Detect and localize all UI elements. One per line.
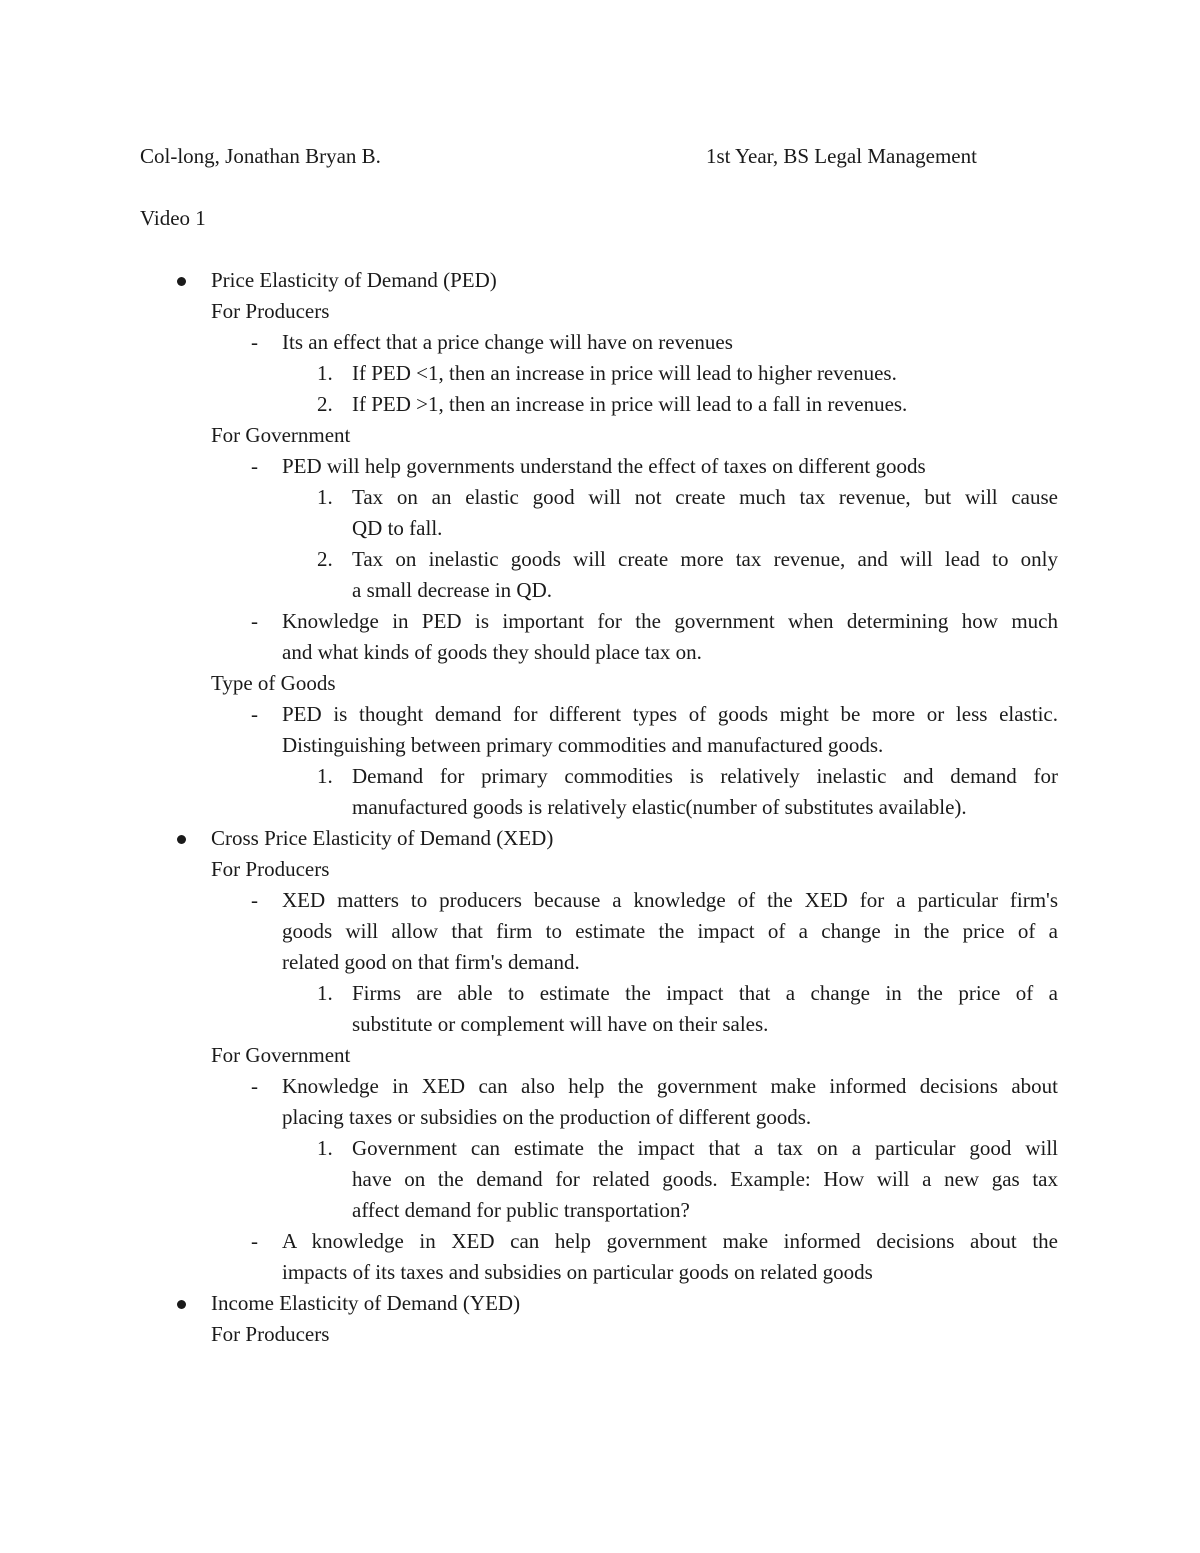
list-item-continued: affect demand for public transportation?: [352, 1198, 690, 1222]
number-marker: 1.: [317, 764, 333, 788]
list-item-continued: QD to fall.: [352, 516, 443, 540]
list-item-continued: related good on that firm's demand.: [282, 950, 580, 974]
list-item: If PED <1, then an increase in price will lead to higher revenues.: [352, 361, 897, 385]
subheading-producers: For Producers: [211, 1322, 330, 1346]
section-title-yed: Income Elasticity of Demand (YED): [211, 1291, 521, 1315]
list-item-continued: manufactured goods is relatively elastic(number of substitutes available).: [352, 795, 967, 819]
subheading-government: For Government: [211, 423, 351, 447]
list-item: Tax on an elastic good will not create much tax revenue, but will cause: [352, 485, 1058, 509]
bullet-icon: [177, 1300, 186, 1309]
number-marker: 1.: [317, 361, 333, 385]
list-item: Demand for primary commodities is relatively inelastic and demand for: [352, 764, 1058, 788]
subheading-producers: For Producers: [211, 299, 330, 323]
list-item: Its an effect that a price change will have on revenues: [282, 330, 733, 354]
number-marker: 1.: [317, 981, 333, 1005]
dash-marker: -: [251, 1074, 258, 1098]
list-item: If PED >1, then an increase in price will lead to a fall in revenues.: [352, 392, 908, 416]
list-item: PED will help governments understand the effect of taxes on different goods: [282, 454, 926, 478]
section-title-xed: Cross Price Elasticity of Demand (XED): [211, 826, 554, 850]
bullet-icon: [177, 835, 186, 844]
subheading-government: For Government: [211, 1043, 351, 1067]
dash-marker: -: [251, 1229, 258, 1253]
list-item-continued: have on the demand for related goods. Example: How will a new gas tax: [352, 1167, 1058, 1191]
list-item-continued: a small decrease in QD.: [352, 578, 553, 602]
subheading-type-of-goods: Type of Goods: [211, 671, 336, 695]
list-item-continued: Distinguishing between primary commodities and manufactured goods.: [282, 733, 884, 757]
number-marker: 2.: [317, 392, 333, 416]
bullet-icon: [177, 277, 186, 286]
dash-marker: -: [251, 330, 258, 354]
list-item-continued: and what kinds of goods they should place tax on.: [282, 640, 702, 664]
student-name: Col-long, Jonathan Bryan B.: [140, 144, 381, 168]
number-marker: 1.: [317, 485, 333, 509]
year-course: 1st Year, BS Legal Management: [706, 144, 977, 168]
dash-marker: -: [251, 609, 258, 633]
list-item-continued: substitute or complement will have on their sales.: [352, 1012, 769, 1036]
dash-marker: -: [251, 888, 258, 912]
number-marker: 2.: [317, 547, 333, 571]
list-item: Knowledge in XED can also help the government make informed decisions about: [282, 1074, 1058, 1098]
video-title: Video 1: [140, 206, 206, 230]
list-item: PED is thought demand for different types of goods might be more or less elastic.: [282, 702, 1058, 726]
list-item: Knowledge in PED is important for the government when determining how much: [282, 609, 1058, 633]
list-item-continued: placing taxes or subsidies on the production of different goods.: [282, 1105, 812, 1129]
list-item-continued: goods will allow that firm to estimate the impact of a change in the price of a: [282, 919, 1058, 943]
list-item: A knowledge in XED can help government make informed decisions about the: [282, 1229, 1058, 1253]
list-item-continued: impacts of its taxes and subsidies on particular goods on related goods: [282, 1260, 873, 1284]
number-marker: 1.: [317, 1136, 333, 1160]
dash-marker: -: [251, 702, 258, 726]
list-item: Firms are able to estimate the impact that a change in the price of a: [352, 981, 1058, 1005]
list-item: XED matters to producers because a knowledge of the XED for a particular firm's: [282, 888, 1058, 912]
subheading-producers: For Producers: [211, 857, 330, 881]
section-title-ped: Price Elasticity of Demand (PED): [211, 268, 497, 292]
list-item: Government can estimate the impact that a tax on a particular good will: [352, 1136, 1058, 1160]
list-item: Tax on inelastic goods will create more tax revenue, and will lead to only: [352, 547, 1058, 571]
dash-marker: -: [251, 454, 258, 478]
